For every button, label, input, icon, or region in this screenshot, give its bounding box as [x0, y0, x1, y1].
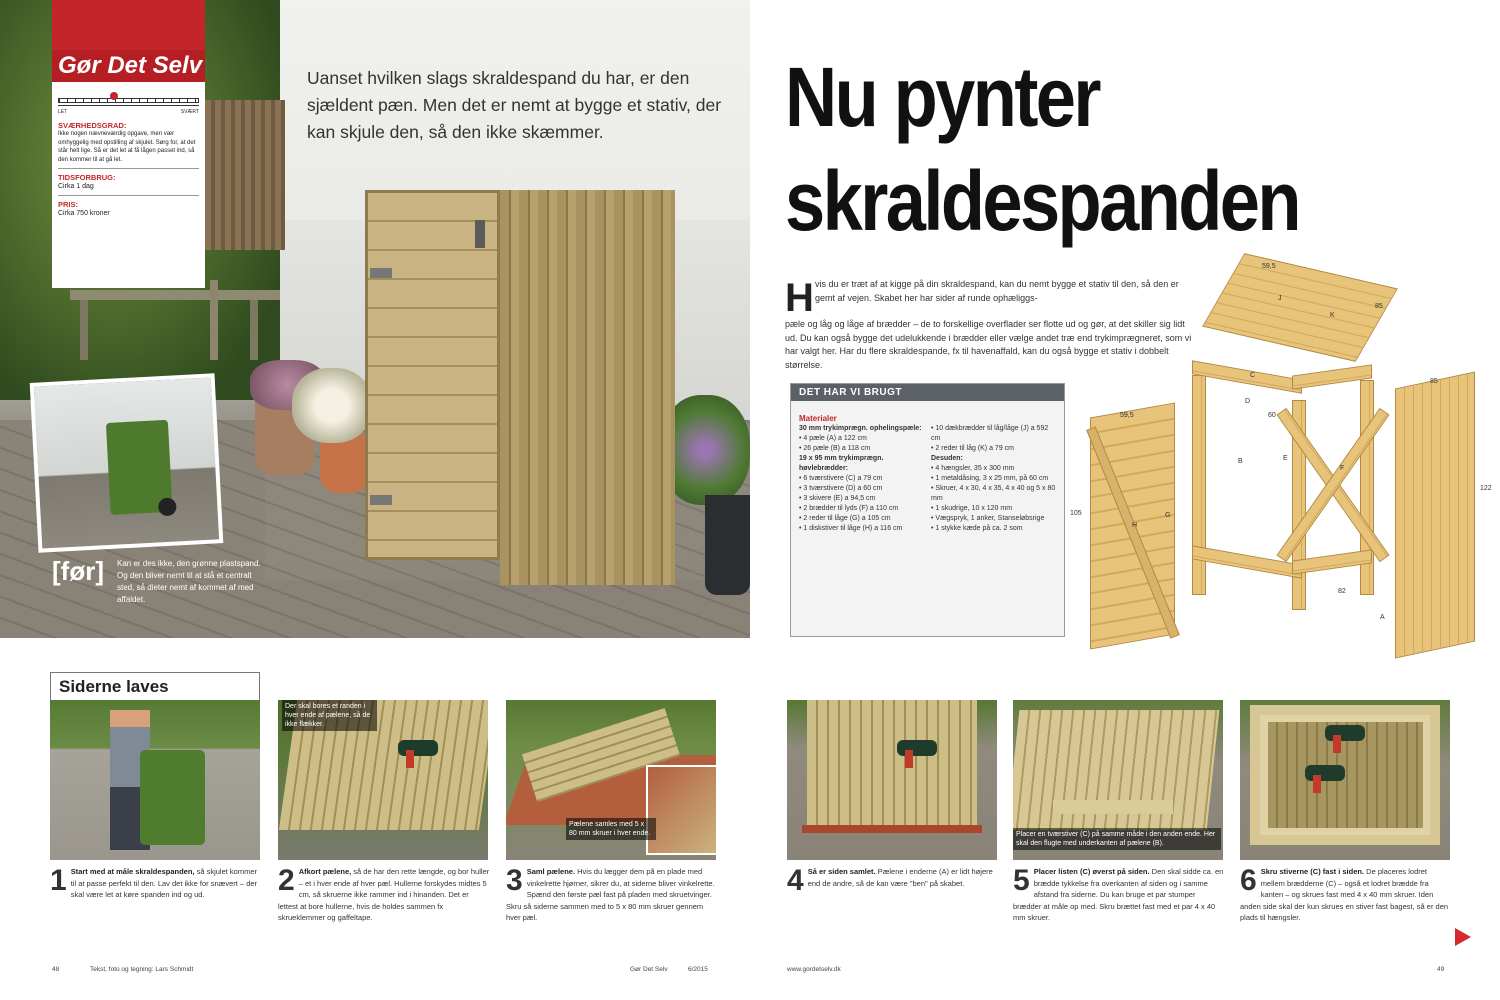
material-item: • 2 brædder til lyds (F) a 110 cm: [799, 505, 899, 512]
materials-col-1: [799, 414, 927, 534]
shelter-side: [500, 190, 675, 585]
fence: [205, 100, 285, 250]
before-caption: Kan er des ikke, den grønne plastspand. Og den bliver nemt til at stå et centralt sted, så dieter nemt af kommet af med affaldet.: [117, 559, 261, 604]
lid-width: 59,5: [1262, 263, 1276, 270]
lid-drawing: [1202, 253, 1398, 362]
price-heading: PRIS:: [58, 200, 79, 209]
step-4-number: 4: [787, 864, 804, 897]
step-6-number: 6: [1240, 864, 1257, 897]
step-4-body: Pælene i enderne (A) er lidt højere end de andre, så de kan være "ben" på skabet.: [807, 867, 993, 888]
step-1-bold: Start med at måle skraldespanden,: [70, 867, 195, 876]
frame-label-f: F: [1340, 465, 1345, 472]
website: www.gordetselv.dk: [787, 966, 841, 973]
before-photo: [30, 373, 224, 552]
materials-heading: Materialer: [799, 414, 837, 423]
brand-badge: Gør Det Selv: [52, 50, 205, 82]
price-text: Cirka 750 kroner: [58, 210, 110, 217]
material-item: • 2 reder til låg (K) a 79 cm: [931, 445, 1014, 452]
frame-width: 60: [1268, 412, 1276, 419]
material-item: • 1 skudrige, 10 x 120 mm: [931, 505, 1013, 512]
door-label-h: H: [1132, 522, 1138, 529]
hinge-2: [370, 495, 392, 505]
material-item: 30 mm trykimprægn. ophelingspæle:: [799, 425, 922, 432]
lead-text: pæle og låg og låge af brædder – de to forskellige overflader ser flotte ud og gør, at det skiller sig lidt ud. Du kan også bygge det udelukkende i brædder eller vælge andet træ end trykimprægneret, som vi har valgt her. Har du flere skraldespande, fx til havenaffald, kan du også bygge et stativ i dobbelt størrelse.: [785, 319, 1192, 370]
material-item: 19 x 95 mm trykimprægn. høvlebrædder:: [799, 455, 884, 472]
step-6-text: [1240, 866, 1452, 924]
step-2-overlay: Der skal bores et randen i hver ende af pælene, så de ikke flækker.: [282, 700, 377, 731]
step-1-body: så skjulet kommer til at passe perfekt til den. Lav det ikke for snævert – der skal være let at køre spanden ind og ud.: [70, 867, 258, 899]
frame-label-c: C: [1250, 372, 1256, 379]
time-text: Cirka 1 dag: [58, 183, 94, 190]
materials-box-heading: DET HAR VI BRUGT: [791, 384, 1064, 401]
step-3-bold: Saml pælene.: [526, 867, 576, 876]
step-2-photo: [278, 700, 488, 860]
material-item: • 2 reder til låge (G) a 105 cm: [799, 515, 891, 522]
scale-high: SVÆRT: [180, 109, 199, 115]
lid-label-k: K: [1330, 312, 1335, 319]
section-title: Siderne laves: [50, 672, 260, 702]
step-5-body: Den skal sidde ca. en brædde tykkelse fra overkanten af siden og i samme afstand fra siderne. Du kan bruge et par stumper brædder at måle op med. Skru brættet fast med et par 4 x 40 mm skruer.: [1013, 867, 1224, 922]
door-width: 59,5: [1120, 412, 1134, 419]
step-6-body: De placeres lodret mellem brædderne (C) – også et lodret brædde fra kanten – og skrues fast med 4 x 40 mm skruer. Iden anden side skal der kun skrues en stiver fast bagest, så er den plads til hængsler.: [1240, 867, 1449, 922]
time-heading: TIDSFORBRUG:: [58, 173, 116, 182]
difficulty-marker: [110, 92, 118, 100]
material-item: • Vægspryk, 1 anker, Stanseløbsrige: [931, 515, 1045, 522]
step-5-text: [1013, 866, 1225, 924]
side-drawing: [1395, 371, 1475, 658]
material-item: • 1 diskstiver til låge (H) a 116 cm: [799, 525, 903, 532]
step-2-text: [278, 866, 490, 924]
dark-pot: [705, 495, 750, 595]
material-item: • 1 stykke kæde på ca. 2 som: [931, 525, 1023, 532]
material-item: • Skruer, 4 x 30, 4 x 35, 4 x 40 og 5 x 80 mm: [931, 485, 1056, 502]
material-item: • 26 pæle (B) a 118 cm: [799, 445, 871, 452]
lid-depth: 85: [1375, 303, 1383, 310]
material-item: • 4 hængsler, 35 x 300 mm: [931, 465, 1015, 472]
side-label-a: A: [1380, 614, 1385, 621]
page-number-left: 48: [52, 966, 60, 973]
scale-low: LET: [58, 109, 68, 115]
step-1-photo: [50, 700, 260, 860]
step-3-text: [506, 866, 718, 924]
step-3-number: 3: [506, 864, 523, 897]
white-flowers: [292, 368, 372, 443]
side-height: 122: [1480, 485, 1492, 492]
step-1-text: [50, 866, 262, 901]
hinge: [370, 268, 392, 278]
page-number-right: 49: [1437, 966, 1445, 973]
flower-pot-2: [320, 435, 370, 493]
step-5-bold: Placer listen (C) øverst på siden.: [1033, 867, 1150, 876]
headline: [785, 45, 1318, 253]
door-height: 105: [1070, 510, 1082, 517]
before-label: [før]: [52, 556, 104, 586]
step-2-body: så de har den rette længde, og bor huller – et i hver ende af hver pæl. Hullerne forskydes midtes 5 cm, så skruerne ikke rammer ind i hinanden. Det er lettest at bore hullerne, hvis de holdes sammen fx skrueklemmer og gaffeltape.: [278, 867, 490, 922]
next-page-arrow-icon: [1455, 928, 1471, 946]
intro-text: Uanset hvilken slags skraldespand du har, er den sjældent pæn. Men det er nemt at bygge et stativ, der kan skjule den, så den ikke skæmmer.: [307, 68, 722, 142]
step-2-number: 2: [278, 864, 295, 897]
material-item: • 1 metaldåsing, 3 x 25 mm, på 60 cm: [931, 475, 1049, 482]
material-item: • 3 tværstivere (D) a 60 cm: [799, 485, 883, 492]
step-2-bold: Afkort pælene,: [298, 867, 352, 876]
bin-wheel: [158, 497, 177, 516]
frame-depth: 82: [1338, 588, 1346, 595]
material-item: Desuden:: [931, 455, 963, 462]
step-3-body: Hvis du lægger dem på en plade med vinkelrette hjørner, sikrer du, at siderne bliver vinkelrette. Spænd den første pæl fast på pladen med skruetvinger. Skru så siderne sammen med to 5 x 80 mm skruer gennem hver pæl.: [506, 867, 715, 922]
materials-col-2: [931, 424, 1059, 534]
difficulty-heading: SVÆRHEDSGRAD:: [58, 121, 127, 130]
material-item: • 4 pæle (A) a 122 cm: [799, 435, 867, 442]
lead-text-first: vis du er træt af at kigge på din skraldespand, kan du nemt bygge et stativ til den, så den er gemt af vejen. Skabet her har sider af runde ophæliggs-: [815, 279, 1179, 303]
step-6-bold: Skru stiverne (C) fast i siden.: [1260, 867, 1365, 876]
step-6-photo: [1240, 700, 1450, 860]
step-1-number: 1: [50, 864, 67, 897]
frame-drawing: [1192, 355, 1382, 605]
step-5-photo: [1013, 700, 1223, 860]
step-4-text: [787, 866, 999, 896]
issue: 6/2015: [688, 966, 708, 973]
difficulty-scale: [58, 90, 199, 106]
door-label-g: G: [1165, 512, 1171, 519]
step-5-number: 5: [1013, 864, 1030, 897]
drop-cap: H: [785, 276, 814, 320]
frame-label-b: B: [1238, 458, 1243, 465]
frame-label-e: E: [1283, 455, 1288, 462]
step-4-bold: Så er siden samlet.: [807, 867, 876, 876]
credit: Tekst, foto og tegning: Lars Schmidt: [90, 966, 194, 973]
door-handle: [475, 220, 485, 248]
bin-shelter: [365, 190, 675, 590]
magazine-name: Gør Det Selv: [630, 966, 668, 973]
material-item: • 10 dækbrædder til låg/låge (J) a 592 cm: [931, 425, 1049, 442]
frame-label-d: D: [1245, 398, 1251, 405]
step-5-overlay: Placer en tværstiver (C) på samme måde i den anden ende. Her skal den flugte med underkanten af pælene (B).: [1013, 828, 1221, 850]
headline-line2: skraldespanden: [785, 154, 1299, 248]
step-3-photo: [506, 700, 716, 860]
material-item: • 3 skivere (E) a 94,5 cm: [799, 495, 876, 502]
material-item: • 6 tværstivere (C) a 79 cm: [799, 475, 883, 482]
info-box: [52, 82, 205, 288]
step-3-overlay: Pælene samles med 5 x 80 mm skruer i hver ende.: [566, 818, 656, 840]
difficulty-text: Ikke nogen nævneværdig opgave, men vær omhyggelig med opstilling af skjulet. Sørg for, at det står helt lige. Så er det let at få lågen passet ind, så den kommer til at gå let.: [58, 131, 196, 163]
side-width: 85: [1430, 378, 1438, 385]
step-4-photo: [787, 700, 997, 860]
headline-line1: Nu pynter: [785, 50, 1099, 144]
lid-label-j: J: [1278, 295, 1282, 302]
materials-box: [790, 383, 1065, 637]
